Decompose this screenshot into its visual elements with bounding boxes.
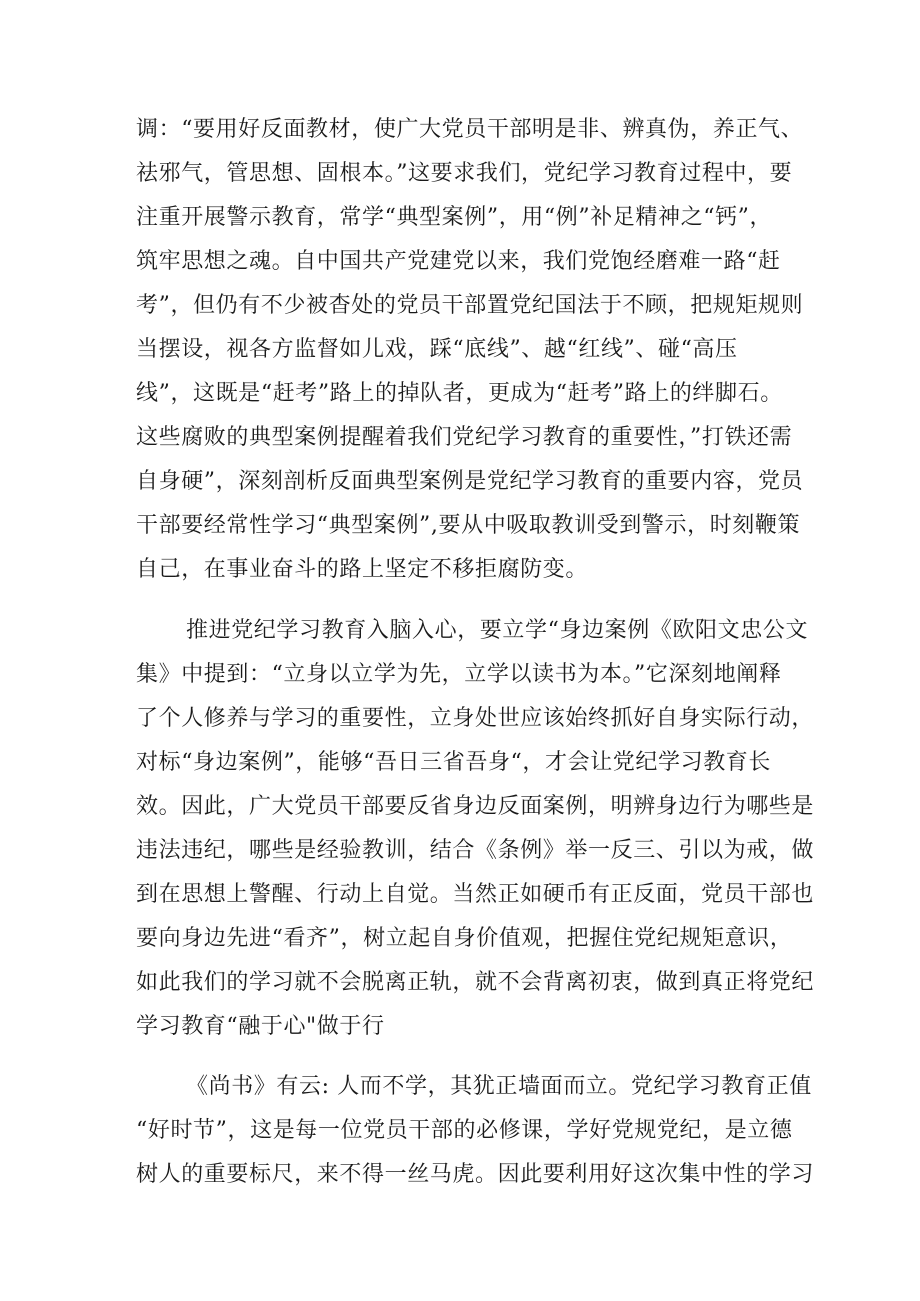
paragraph-2-line-9: 如此我们的学习就不会脱离正轨，就不会背离初衷，做到真正将党纪 — [136, 970, 815, 995]
paragraph-2-line-10: 学习教育“融于心"做于行 — [136, 1014, 385, 1039]
paragraph-1-line-7: 线”，这既是“赶考”路上的掉队者，更成为“赶考”路上的绊脚石。 — [136, 381, 783, 406]
paragraph-2-line-2: 集》中提到：“立身以立学为先，立学以读书为本。”它深刻地阐释 — [136, 662, 782, 687]
paragraph-1-line-11: 自己，在事业奋斗的路上坚定不移拒腐防变。 — [136, 557, 589, 582]
paragraph-1-line-1: 调：“要用好反面教材，使广大党员干部明是非、辨真伪，养正气、 — [136, 117, 804, 142]
paragraph-1-line-3: 注重开展警示教育，常学“典型案例”，用“例”补足精神之“钙”， — [136, 205, 773, 230]
paragraph-1-line-6: 当摆设，视各方监督如儿戏，踩“底线”、越“红线”、碰“高压 — [136, 337, 738, 362]
paragraph-1-line-2: 祛邪气，管思想、固根本。”这要求我们，党纪学习教育过程中，要 — [136, 161, 793, 186]
paragraph-2-line-8: 要向身边先进“看齐”，树立起自身价值观，把握住党纪规矩意识， — [136, 926, 793, 951]
paragraph-3-line-2: “好时节”，这是每一位党员干部的必修课，学好党规党纪，是立德 — [136, 1118, 793, 1143]
paragraph-1-line-10: 干部要经常性学习“典型案例”,要从中吸取教训受到警示，时刻鞭策 — [136, 513, 801, 538]
paragraph-1-line-8: 这些腐败的典型案例提醒着我们党纪学习教育的重要性，”打铁还需 — [136, 425, 793, 450]
paragraph-1-line-9: 自身硬”，深刻剖析反面典型案例是党纪学习教育的重要内容，党员 — [136, 469, 804, 494]
paragraph-1-line-4: 筑牢思想之魂。自中国共产党建党以来，我们党饱经磨难一路“赶 — [136, 249, 781, 274]
paragraph-2-line-5: 效。因此，广大党员干部要反省身边反面案例，明辨身边行为哪些是 — [136, 794, 815, 819]
paragraph-2-line-3: 了个人修养与学习的重要性，立身处世应该始终抓好自身实际行动， — [136, 706, 815, 731]
paragraph-1-line-5: 考”，但仍有不少被杳处的党员干部置党纪国法于不顾，把规矩规则 — [136, 293, 804, 318]
paragraph-2-line-6: 违法违纪，哪些是经验教训，结合《条例》举一反三、引以为戒，做 — [136, 838, 815, 863]
paragraph-3-line-1: 《尚书》有云: 人而不学，其犹正墙面而立。党纪学习教育正值 — [186, 1074, 812, 1099]
paragraph-3-line-3: 树人的重要标尺，来不得一丝马虎。因此要利用好这次集中性的学习 — [136, 1162, 815, 1187]
paragraph-2-line-1: 推进党纪学习教育入脑入心，要立学“身边案例《欧阳文忠公文 — [186, 618, 809, 643]
paragraph-2-line-4: 对标“身边案例”，能够“吾日三省吾身“，才会让党纪学习教育长 — [136, 750, 771, 775]
paragraph-2-line-7: 到在思想上警醒、行动上自觉。当然正如硬币有正反面，党员干部也 — [136, 882, 815, 907]
